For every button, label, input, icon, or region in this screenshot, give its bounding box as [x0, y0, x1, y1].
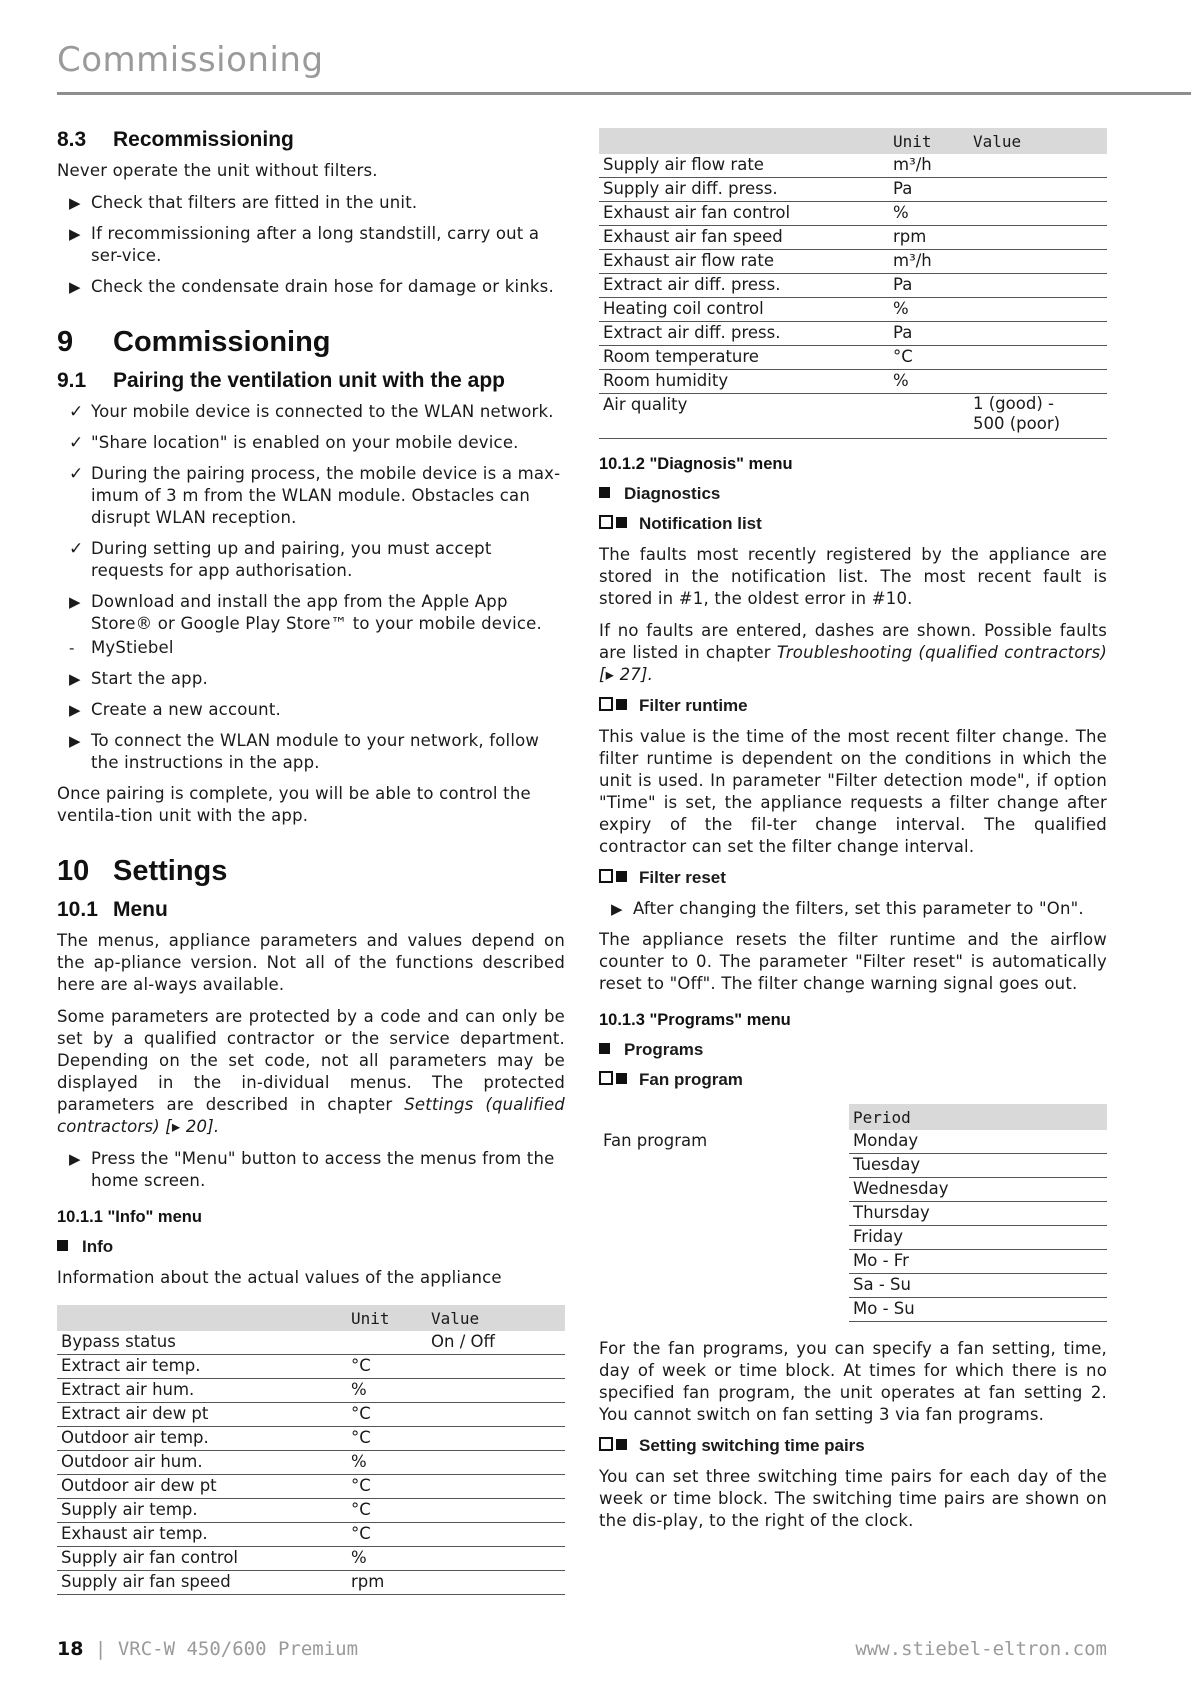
row-label: Outdoor air dew pt [57, 1475, 347, 1499]
hollow-square-icon [599, 869, 613, 883]
info-description: Information about the actual values of the appliance [57, 1268, 502, 1287]
row-label: Exhaust air fan speed [599, 226, 889, 250]
row-label: Exhaust air temp. [57, 1523, 347, 1547]
footer-separator: | [94, 1638, 107, 1660]
row-label: Extract air dew pt [57, 1403, 347, 1427]
play-arrow-icon: ▶ [69, 670, 81, 688]
section-10-1-heading: 10.1 Menu [57, 898, 168, 921]
switching-time-pairs-heading: Setting switching time pairs [599, 1436, 1107, 1456]
left-column [57, 118, 565, 1605]
row-value [427, 1451, 565, 1475]
fan-program-label: Fan program [603, 1131, 708, 1150]
notification-paragraph-1: The faults most recently registered by the appliance are stored in the notification list. The most recent fault is stored in #1, the oldest error in #10. [599, 545, 1107, 608]
table-row [599, 394, 1107, 439]
row-value [969, 274, 1107, 298]
row-label: Heating coil control [599, 298, 889, 322]
table-row [599, 1298, 1107, 1322]
row-label: Room humidity [599, 370, 889, 394]
page-number: 18 [57, 1638, 84, 1660]
checkmark-icon: ✓ [69, 539, 84, 559]
blank-cell [599, 1250, 849, 1274]
diagnostics-bullet: Diagnostics [599, 484, 1107, 504]
blank-cell [599, 1178, 849, 1202]
step-item: ▶ Check that filters are fitted in the unit. [69, 193, 418, 212]
chapter-reference-link[interactable]: Troubleshooting (qualified contractors) [▸ 27]. [599, 643, 1107, 684]
row-value [427, 1499, 565, 1523]
table-row [599, 1130, 1107, 1154]
checkmark-icon: ✓ [69, 433, 84, 453]
row-value [969, 370, 1107, 394]
row-unit: m³/h [889, 250, 969, 274]
table-row [57, 1355, 565, 1379]
period-cell: Mo - Su [849, 1298, 1107, 1322]
row-unit: % [889, 370, 969, 394]
row-unit: °C [347, 1475, 427, 1499]
section-9-heading: 9 Commissioning [57, 326, 331, 358]
table-row [599, 226, 1107, 250]
section-10-1-1-heading: 10.1.1 "Info" menu [57, 1208, 202, 1226]
row-value [969, 250, 1107, 274]
table-row [57, 1475, 565, 1499]
dash-icon: - [69, 639, 75, 657]
blank-cell [599, 1202, 849, 1226]
fan-program-table [599, 1104, 1107, 1322]
product-name: VRC-W 450/600 Premium [117, 1638, 359, 1660]
table-header-period: Period [849, 1104, 1107, 1130]
row-unit: °C [347, 1499, 427, 1523]
table-row [57, 1379, 565, 1403]
table-row [57, 1331, 565, 1355]
row-label: Bypass status [57, 1331, 347, 1355]
play-arrow-icon: ▶ [69, 732, 81, 750]
row-value [427, 1523, 565, 1547]
section-10-1-3-heading: 10.1.3 "Programs" menu [599, 1011, 791, 1029]
chapter-reference-link[interactable]: Settings (qualified contractors) [▸ 20]. [57, 1095, 565, 1136]
table-row [599, 154, 1107, 178]
filled-square-icon [616, 871, 627, 882]
section-9-1-heading: 9.1 Pairing the ventilation unit with the app [57, 369, 506, 392]
period-cell: Monday [849, 1130, 1107, 1154]
row-unit: Pa [889, 322, 969, 346]
row-value [427, 1403, 565, 1427]
row-unit: °C [347, 1427, 427, 1451]
row-unit: °C [347, 1355, 427, 1379]
row-value: On / Off [427, 1331, 565, 1355]
table-row [599, 202, 1107, 226]
table-row [599, 1226, 1107, 1250]
period-cell: Sa - Su [849, 1274, 1107, 1298]
hollow-square-icon [599, 697, 613, 711]
row-unit [889, 394, 969, 439]
row-value [427, 1355, 565, 1379]
header-rule [57, 92, 1191, 95]
step-item: ▶ Download and install the app from the Apple App Store® or Google Play Store™ to your mobile device. [69, 592, 542, 633]
period-cell: Mo - Fr [849, 1250, 1107, 1274]
section-9-1-outro: Once pairing is complete, you will be able to control the ventila-tion unit with the app. [57, 784, 531, 825]
row-label: Supply air flow rate [599, 154, 889, 178]
row-value: 1 (good) - 500 (poor) [969, 394, 1107, 439]
hollow-square-icon [599, 1437, 613, 1451]
section-8-3-intro: Never operate the unit without filters. [57, 161, 378, 180]
play-arrow-icon: ▶ [69, 194, 81, 212]
row-label: Extract air diff. press. [599, 322, 889, 346]
checkmark-icon: ✓ [69, 402, 84, 422]
section-10-1-2-heading: 10.1.2 "Diagnosis" menu [599, 455, 793, 473]
section-10-1-paragraph-1: The menus, appliance parameters and values depend on the ap-pliance version. Not all of the functions described here are al-ways available. [57, 931, 565, 994]
filter-reset-heading: Filter reset [599, 868, 1107, 888]
blank-cell [599, 1274, 849, 1298]
fan-program-paragraph: For the fan programs, you can specify a fan setting, time, day of week or time block. At times for which there is no specified fan program, the unit operates at fan setting 2. You cannot switch on fan setting 3 via fan programs. [599, 1339, 1107, 1424]
table-row [599, 274, 1107, 298]
section-10-heading: 10 Settings [57, 855, 228, 887]
row-label: Extract air temp. [57, 1355, 347, 1379]
table-header-unit: Unit [889, 128, 969, 154]
step-item: ▶ Create a new account. [69, 700, 281, 719]
table-row [599, 1250, 1107, 1274]
row-value [427, 1427, 565, 1451]
step-item: ▶ Start the app. [69, 669, 208, 688]
blank-cell [599, 1154, 849, 1178]
row-unit: % [347, 1379, 427, 1403]
row-value [969, 298, 1107, 322]
info-bullet: Info [57, 1237, 565, 1257]
play-arrow-icon: ▶ [69, 593, 81, 611]
step-item: ▶ Check the condensate drain hose for damage or kinks. [69, 277, 554, 296]
table-row [599, 1274, 1107, 1298]
notification-list-heading: Notification list [599, 514, 1107, 534]
programs-bullet: Programs [599, 1040, 1107, 1060]
info-table-right [599, 128, 1107, 439]
period-cell: Wednesday [849, 1178, 1107, 1202]
row-value [427, 1379, 565, 1403]
table-row [599, 1178, 1107, 1202]
row-value [969, 178, 1107, 202]
row-value [969, 346, 1107, 370]
table-header-value: Value [969, 128, 1107, 154]
row-value [969, 154, 1107, 178]
row-label: Supply air fan speed [57, 1571, 347, 1595]
prerequisite-item: ✓ During setting up and pairing, you must accept requests for app authorisation. [69, 539, 492, 580]
row-value [427, 1547, 565, 1571]
row-value [427, 1475, 565, 1499]
switching-time-pairs-paragraph: You can set three switching time pairs for each day of the week or time block. The switching time pairs are shown on the dis-play, to the right of the clock. [599, 1467, 1107, 1530]
play-arrow-icon: ▶ [611, 900, 623, 918]
row-unit: % [347, 1451, 427, 1475]
table-row [57, 1571, 565, 1595]
row-unit: °C [347, 1523, 427, 1547]
table-header-blank [599, 128, 889, 154]
row-label: Supply air fan control [57, 1547, 347, 1571]
section-8-3-heading: 8.3 Recommissioning [57, 128, 294, 151]
table-row [599, 178, 1107, 202]
play-arrow-icon: ▶ [69, 278, 81, 296]
table-header-unit: Unit [347, 1305, 427, 1331]
row-unit: Pa [889, 274, 969, 298]
table-row [599, 370, 1107, 394]
filled-square-icon [616, 517, 627, 528]
table-row [599, 250, 1107, 274]
row-label: Outdoor air hum. [57, 1451, 347, 1475]
table-row [57, 1427, 565, 1451]
row-label: Exhaust air flow rate [599, 250, 889, 274]
table-row [57, 1451, 565, 1475]
blank-cell [599, 1298, 849, 1322]
table-row [57, 1499, 565, 1523]
filled-square-icon [616, 1439, 627, 1450]
row-value [969, 202, 1107, 226]
row-unit: °C [889, 346, 969, 370]
play-arrow-icon: ▶ [69, 701, 81, 719]
row-label: Air quality [599, 394, 889, 439]
table-row [599, 346, 1107, 370]
step-item: ▶ To connect the WLAN module to your network, follow the instructions in the app. [69, 731, 540, 772]
filled-square-icon [616, 1073, 627, 1084]
row-label: Extract air diff. press. [599, 274, 889, 298]
row-label: Outdoor air temp. [57, 1427, 347, 1451]
row-unit: rpm [889, 226, 969, 250]
step-item: ▶ After changing the filters, set this parameter to "On". [611, 899, 1084, 918]
row-label: Extract air hum. [57, 1379, 347, 1403]
table-row [599, 322, 1107, 346]
prerequisite-item: ✓ "Share location" is enabled on your mobile device. [69, 433, 519, 453]
row-label: Room temperature [599, 346, 889, 370]
table-row [599, 298, 1107, 322]
table-header-value: Value [427, 1305, 565, 1331]
hollow-square-icon [599, 1071, 613, 1085]
filter-runtime-paragraph: This value is the time of the most recent filter change. The filter runtime is dependent on the conditions in which the unit is used. In parameter "Filter detection mode", if option "Time" is set, the appliance requests a filter change after expiry of the fil-ter change interval. The qualified contractor can set the filter change interval. [599, 727, 1107, 856]
step-item: ▶ Press the "Menu" button to access the menus from the home screen. [69, 1149, 555, 1190]
row-unit: % [347, 1547, 427, 1571]
filter-reset-paragraph: The appliance resets the filter runtime and the airflow counter to 0. The parameter "Filter reset" is automatically reset to "Off". The filter change warning signal goes out. [599, 930, 1107, 993]
row-unit: m³/h [889, 154, 969, 178]
table-row [599, 1154, 1107, 1178]
prerequisite-item: ✓ Your mobile device is connected to the WLAN network. [69, 402, 554, 422]
filled-square-icon [57, 1240, 68, 1251]
footer-left [57, 1638, 358, 1660]
step-item: ▶ If recommissioning after a long standstill, carry out a ser-vice. [69, 224, 540, 265]
period-cell: Friday [849, 1226, 1107, 1250]
notification-paragraph-2: If no faults are entered, dashes are shown. Possible faults are listed in chapter Troubleshooting (qualified contractors) [▸ 27]. [599, 621, 1107, 684]
filled-square-icon [599, 487, 610, 498]
table-row [599, 1202, 1107, 1226]
table-row [57, 1403, 565, 1427]
info-table-left [57, 1305, 565, 1595]
filled-square-icon [599, 1043, 610, 1054]
row-unit [347, 1331, 427, 1355]
right-column [599, 118, 1107, 1542]
fan-program-heading: Fan program [599, 1070, 1107, 1090]
row-label: Supply air diff. press. [599, 178, 889, 202]
table-header-blank [599, 1104, 849, 1130]
prerequisite-item: ✓ During the pairing process, the mobile device is a max-imum of 3 m from the WLAN module. Obstacles can disrupt WLAN reception. [69, 464, 561, 527]
play-arrow-icon: ▶ [69, 1150, 81, 1168]
row-unit: rpm [347, 1571, 427, 1595]
row-unit: Pa [889, 178, 969, 202]
row-unit: °C [347, 1403, 427, 1427]
table-row [57, 1547, 565, 1571]
hollow-square-icon [599, 515, 613, 529]
row-value [969, 226, 1107, 250]
row-label: Exhaust air fan control [599, 202, 889, 226]
section-10-1-paragraph-2: Some parameters are protected by a code and can only be set by a qualified contractor or the service department. Depending on the set code, not all parameters may be displayed in the in-dividual menus. The protected parameters are described in chapter Settings (qualified contractors) [▸ 20]. [57, 1007, 565, 1136]
row-value [969, 322, 1107, 346]
row-label: Supply air temp. [57, 1499, 347, 1523]
footer-url[interactable]: www.stiebel-eltron.com [855, 1638, 1107, 1660]
row-unit: % [889, 298, 969, 322]
period-cell: Thursday [849, 1202, 1107, 1226]
filled-square-icon [616, 699, 627, 710]
blank-cell [599, 1226, 849, 1250]
row-unit: % [889, 202, 969, 226]
app-name-item: - MyStiebel [69, 638, 174, 657]
table-row [57, 1523, 565, 1547]
table-header-blank [57, 1305, 347, 1331]
row-value [427, 1571, 565, 1595]
play-arrow-icon: ▶ [69, 225, 81, 243]
checkmark-icon: ✓ [69, 464, 84, 484]
period-cell: Tuesday [849, 1154, 1107, 1178]
page-header-title: Commissioning [57, 40, 324, 80]
filter-runtime-heading: Filter runtime [599, 696, 1107, 716]
